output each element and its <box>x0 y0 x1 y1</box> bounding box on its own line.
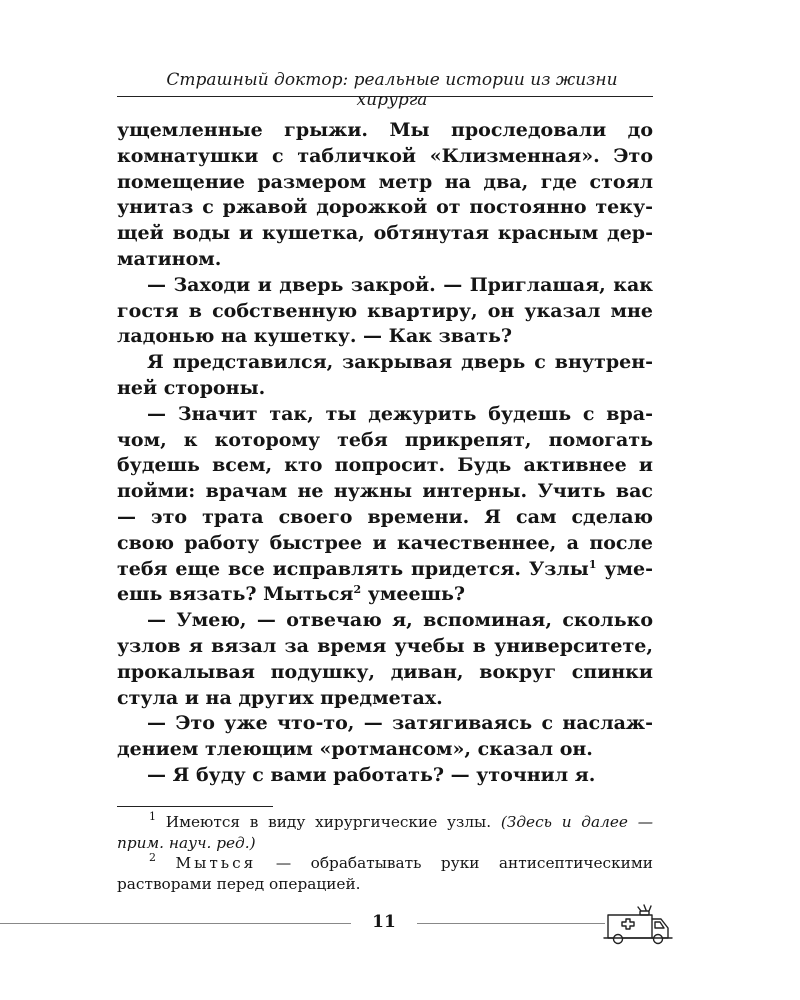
footer-rule-left <box>0 923 351 924</box>
page-number: 11 <box>372 912 396 932</box>
paragraph: ущемленные грыжи. Мы проследовали до комнатушки с табличкой «Клизменная». Это помещение размером метр на два, где стоял унитаз с ржавой дорожкой от постоянно текущей воды и кушетка, обтянутая красным дерматином. <box>117 119 653 270</box>
footnote-text: Имеются в виду хирургические узлы. <box>165 813 492 831</box>
footnote-divider <box>117 806 273 807</box>
footnote-text: — обрабатывать руки антисептическими растворами перед операцией. <box>117 854 653 893</box>
footnote-mark: 2 <box>353 583 362 597</box>
paragraph: — Заходи и дверь закрой. — Приглашая, как гостя в собственную квартиру, он указал мне ладонью на кушетку. — Как звать? <box>117 273 653 348</box>
footer-rule-right <box>417 923 605 924</box>
footnote-number: 2 <box>149 851 156 864</box>
paragraph: — Я буду с вами работать? — уточнил я. <box>147 763 596 786</box>
header-divider <box>117 96 653 97</box>
paragraph-text: — Значит так, ты дежурить будешь с врачом, к которому тебя прикрепят, помогать будешь всем, кто попросит. Будь активнее и пойми: врачам не нужны интерны. Учить вас — это трата своего времени. Я сам сделаю свою работу быстрее и качественнее, а после тебя еще все исправлять придется. Узлы <box>117 402 653 580</box>
footnote-editor-note: (Здесь и далее — прим. науч. ред.) <box>117 813 653 852</box>
ambulance-icon <box>600 902 674 948</box>
paragraph: — Умею, — отвечаю я, вспоминая, сколько узлов я вязал за время учебы в университете, прокалывая подушку, диван, вокруг спинки стула и на других предметах. <box>117 609 653 709</box>
paragraph-text: умеешь вязать? Мыться <box>117 557 653 606</box>
footnote-mark: 1 <box>588 557 597 571</box>
footnote-1 <box>117 812 653 853</box>
paragraph: — Это уже что-то, — затягиваясь с наслаждением тлеющим «ротмансом», сказал он. <box>117 712 653 761</box>
footnote-term: Мыться <box>175 854 257 872</box>
paragraph <box>117 402 653 608</box>
paragraph: Я представился, закрывая дверь с внутренней стороны. <box>117 351 653 399</box>
footnotes <box>117 812 653 894</box>
footnote-2 <box>117 853 653 894</box>
paragraph-text: умеешь? <box>361 583 466 606</box>
footnote-number: 1 <box>149 810 156 823</box>
main-text <box>117 118 653 789</box>
running-header: Страшный доктор: реальные истории из жизни хирурга <box>166 70 618 110</box>
